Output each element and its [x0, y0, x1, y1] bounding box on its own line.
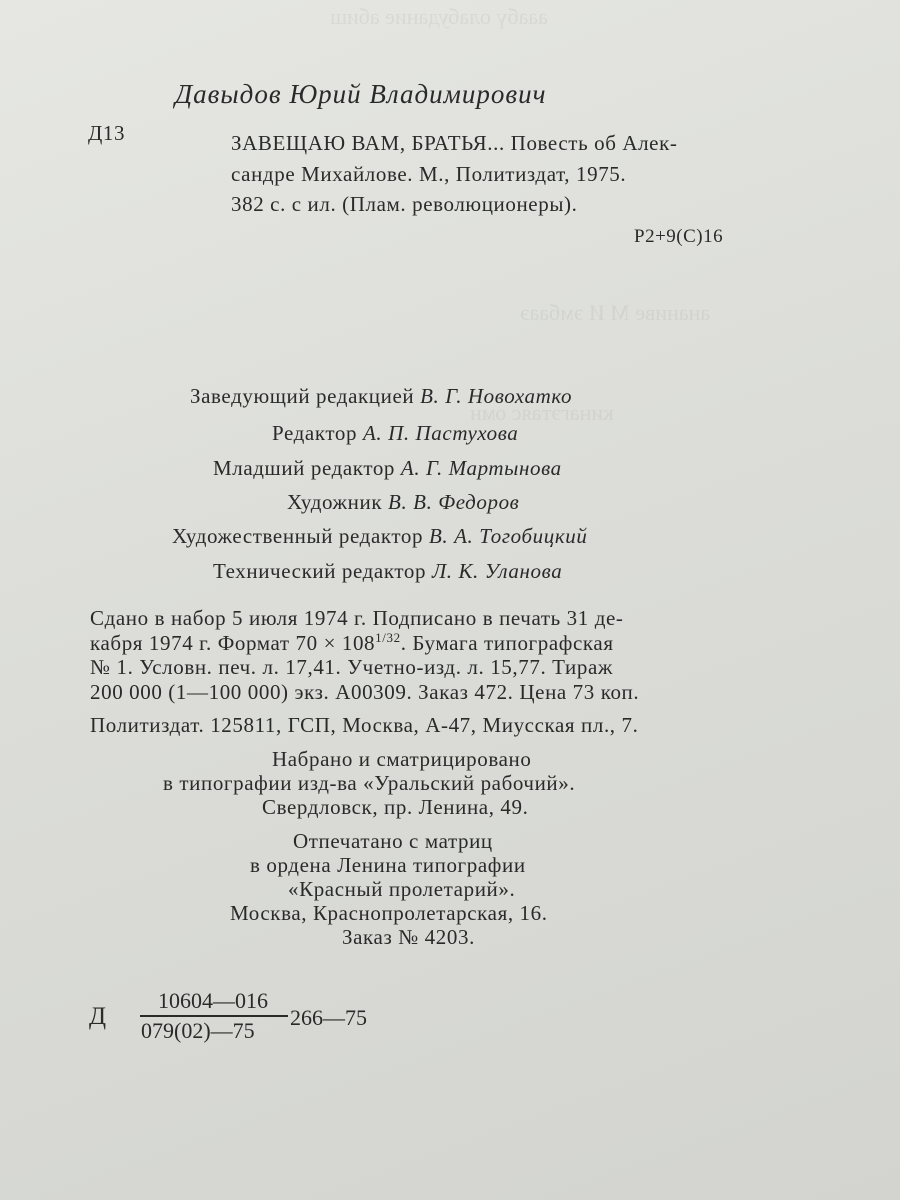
bibliography-line-3: 382 с. с ил. (Плам. революционеры). [231, 192, 578, 216]
printed-line-2: в ордена Ленина типографии [250, 853, 526, 877]
printed-line-4: Москва, Краснопролетарская, 16. [230, 901, 548, 925]
credit-role: Технический редактор [213, 559, 427, 583]
credit-line [272, 421, 518, 446]
index-numerator: 10604—016 [158, 988, 268, 1013]
print-info-line-1: Сдано в набор 5 июля 1974 г. Подписано в печать 31 де- [90, 606, 624, 630]
credit-person: В. Г. Новохатко [420, 384, 573, 408]
credit-line [213, 559, 562, 584]
bibliography-line-1: ЗАВЕЩАЮ ВАМ, БРАТЬЯ... Повесть об Алек- [231, 131, 678, 155]
printed-line-5: Заказ № 4203. [342, 925, 475, 949]
printed-line-1: Отпечатано с матриц [293, 829, 493, 853]
index-fraction-bar [140, 1015, 288, 1017]
print-info-line-2 [90, 630, 614, 656]
credit-line [287, 490, 519, 515]
bleed-through-text: кинагэтаяс омн [470, 400, 614, 425]
typeset-line-3: Свердловск, пр. Ленина, 49. [262, 795, 529, 819]
credit-role: Младший редактор [213, 456, 396, 480]
credit-person: А. П. Пастухова [362, 421, 519, 445]
bleed-through-text: ааабү олабудание абиш [330, 4, 548, 29]
index-letter: Д [89, 1003, 107, 1030]
print-info-line-3: № 1. Условн. печ. л. 17,41. Учетно-изд. л. 15,77. Тираж [90, 655, 614, 679]
credit-role: Заведующий редакцией [190, 384, 415, 408]
credit-role: Художник [287, 490, 383, 514]
printed-line-3: «Красный пролетарий». [288, 877, 516, 901]
print-info-paper: . Бумага типографская [400, 631, 614, 655]
print-info-line-4: 200 000 (1—100 000) экз. А00309. Заказ 472. Цена 73 коп. [90, 680, 640, 704]
catalog-code: Д13 [88, 121, 126, 145]
print-info-format-fraction: 1/32 [375, 630, 401, 645]
typeset-line-1: Набрано и сматрицировано [272, 747, 532, 771]
classification-code: Р2+9(С)16 [634, 226, 724, 247]
credit-person: А. Г. Мартынова [400, 456, 562, 480]
credit-person: В. А. Тогобицкий [428, 524, 588, 548]
credit-role: Редактор [272, 421, 358, 445]
credit-line [172, 524, 587, 549]
credit-role: Художественный редактор [172, 524, 424, 548]
credit-person: В. В. Федоров [388, 490, 520, 514]
index-suffix: 266—75 [290, 1005, 367, 1030]
typeset-line-2: в типографии изд-ва «Уральский рабочий». [163, 771, 576, 795]
print-info-format: кабря 1974 г. Формат 70 × 108 [90, 631, 376, 655]
credit-line [213, 456, 562, 481]
index-denominator: 079(02)—75 [141, 1018, 255, 1043]
credit-line [190, 384, 572, 409]
credit-person: Л. К. Уланова [431, 559, 563, 583]
bleed-through-text: ананиве М И эмбааэ [520, 300, 711, 325]
bibliography-line-2: сандре Михайлове. М., Политиздат, 1975. [231, 162, 627, 186]
publisher-address: Политиздат. 125811, ГСП, Москва, А-47, Миусская пл., 7. [90, 713, 639, 737]
author-name: Давыдов Юрий Владимирович [175, 79, 547, 109]
